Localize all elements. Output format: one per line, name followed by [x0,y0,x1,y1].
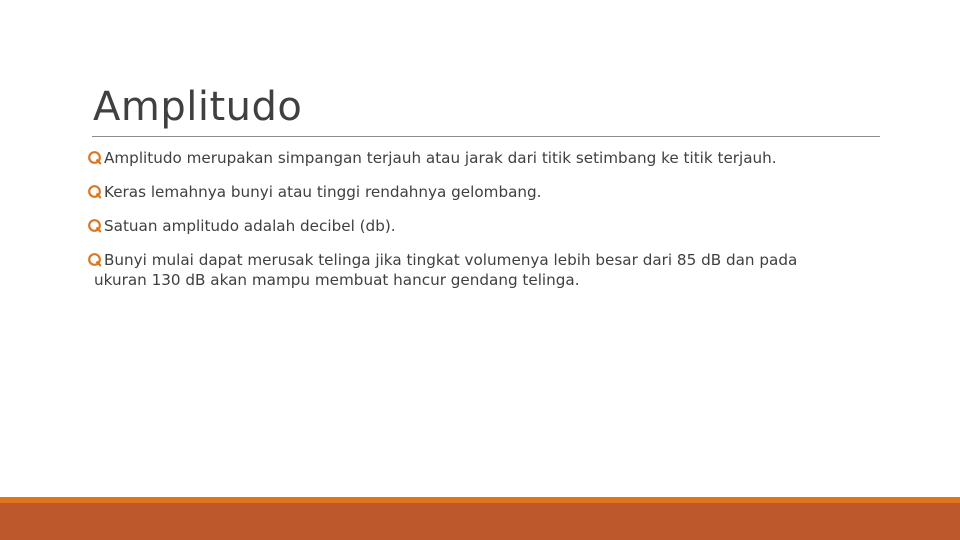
bullet-item [88,216,878,236]
bullet-text: Amplitudo merupakan simpangan terjauh atau jarak dari titik setimbang ke titik terjauh. [104,149,777,167]
bullet-text-continuation: ukuran 130 dB akan mampu membuat hancur gendang telinga. [94,271,580,289]
bullet-item [88,250,878,290]
bullet-text: Satuan amplitudo adalah decibel (db). [104,217,396,235]
q-bullet-icon [88,253,102,267]
footer-bar [0,503,960,540]
bullet-item [88,148,878,168]
bullet-list [88,148,878,304]
bullet-text: Bunyi mulai dapat merusak telinga jika tingkat volumenya lebih besar dari 85 dB dan pada [104,251,798,269]
q-bullet-icon [88,151,102,165]
slide-title: Amplitudo [93,84,303,130]
bullet-text: Keras lemahnya bunyi atau tinggi rendahnya gelombang. [104,183,542,201]
q-bullet-icon [88,219,102,233]
q-bullet-icon [88,185,102,199]
bullet-item [88,182,878,202]
title-underline [92,136,880,137]
